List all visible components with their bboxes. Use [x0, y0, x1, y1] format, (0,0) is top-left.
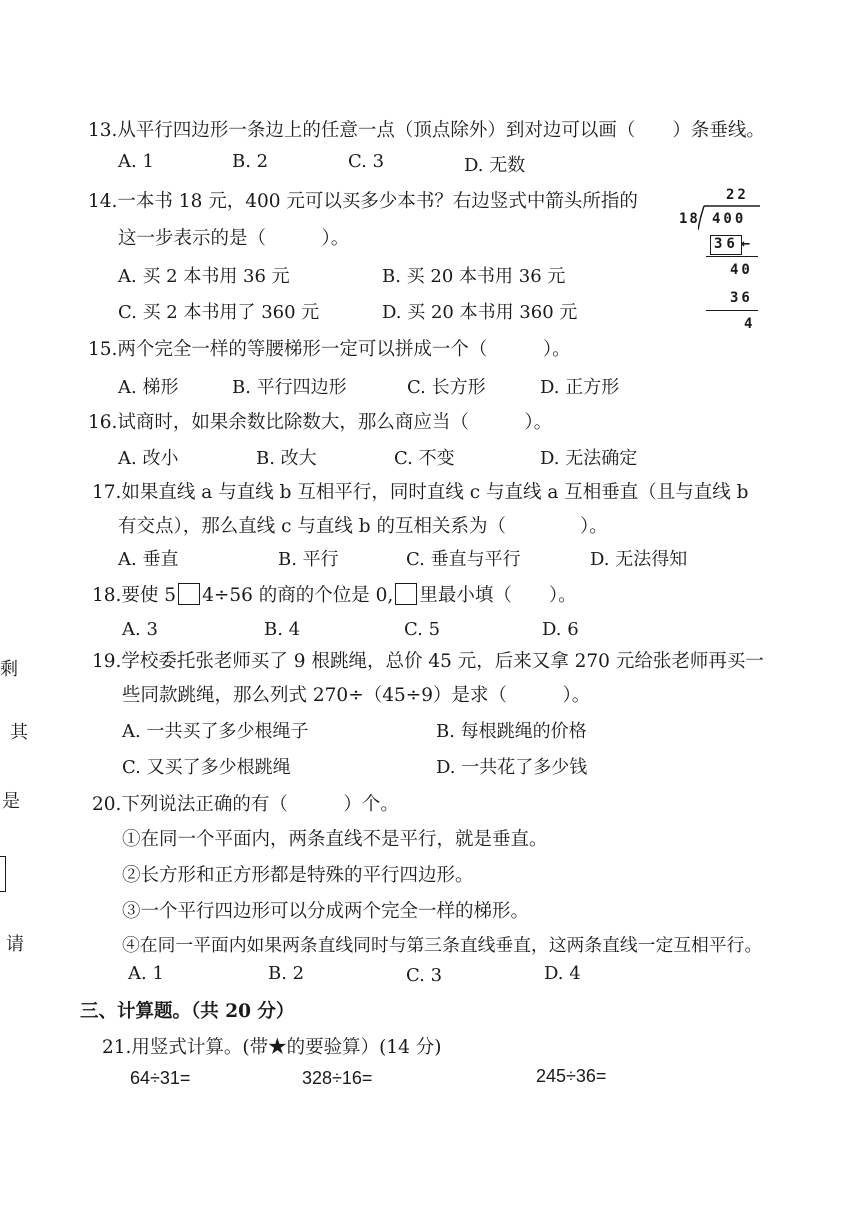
question-16: 16.试商时，如果余数比除数大，那么商应当（ ）。 — [88, 412, 553, 433]
q20-option-b: B. 2 — [268, 963, 305, 984]
q20-option-d: D. 4 — [544, 963, 581, 984]
margin-fragment: 请 — [6, 934, 24, 955]
division-line — [706, 256, 758, 257]
q17-option-a: A. 垂直 — [118, 549, 179, 570]
q18-option-d: D. 6 — [542, 619, 579, 640]
margin-fragment: 其 — [10, 722, 28, 743]
q18-option-a: A. 3 — [122, 619, 158, 640]
blank-box — [178, 583, 200, 605]
question-19-line2: 些同款跳绳，那么列式 270÷（45÷9）是求（ ）。 — [122, 685, 591, 706]
question-14-line1: 14.一本书 18 元，400 元可以买多少本书？右边竖式中箭头所指的 — [88, 191, 638, 212]
q14-option-d: D. 买 20 本书用 360 元 — [382, 302, 578, 323]
q18-text-part2: 4÷56 的商的个位是 0, — [202, 585, 394, 606]
q14-option-b: B. 买 20 本书用 36 元 — [382, 266, 566, 287]
arrow-icon: ← — [741, 234, 751, 252]
division-step2: 40 — [730, 262, 753, 278]
q18-text-part1: 18.要使 5 — [92, 585, 177, 606]
q15-option-a: A. 梯形 — [118, 377, 179, 398]
q20-option-a: A. 1 — [128, 963, 164, 984]
question-19-line1: 19.学校委托张老师买了 9 根跳绳，总价 45 元，后来又拿 270 元给张老师再买一 — [92, 651, 764, 672]
section-heading: 三、计算题。（共 20 分） — [80, 1001, 295, 1022]
q16-option-d: D. 无法确定 — [540, 448, 638, 469]
division-dividend: 400 — [712, 211, 747, 227]
q19-option-d: D. 一共花了多少钱 — [436, 757, 588, 778]
q17-option-c: C. 垂直与平行 — [406, 549, 521, 570]
q20-statement: ④在同一平面内如果两条直线同时与第三条直线垂直，这两条直线一定互相平行。 — [122, 935, 763, 956]
q20-statement: ①在同一个平面内，两条直线不是平行，就是垂直。 — [122, 829, 548, 850]
q19-option-a: A. 一共买了多少根绳子 — [122, 721, 309, 742]
question-17-line1: 17.如果直线 a 与直线 b 互相平行，同时直线 c 与直线 a 互相垂直（且与直线 b — [92, 482, 749, 503]
q16-option-b: B. 改大 — [256, 448, 317, 469]
margin-fragment: 剩 — [0, 659, 18, 680]
question-17-line2: 有交点），那么直线 c 与直线 b 的互相关系为（ ）。 — [118, 516, 608, 537]
q19-option-c: C. 又买了多少根跳绳 — [122, 757, 291, 778]
q20-statement: ②长方形和正方形都是特殊的平行四边形。 — [122, 865, 474, 886]
calc-problem: 328÷16= — [302, 1068, 373, 1088]
q17-option-b: B. 平行 — [278, 549, 339, 570]
calc-problem: 245÷36= — [536, 1066, 607, 1086]
question-20: 20.下列说法正确的有（ ）个。 — [92, 794, 399, 815]
question-14-line2: 这一步表示的是（ ）。 — [118, 228, 350, 249]
q13-option-a: A. 1 — [118, 151, 154, 172]
q13-option-d: D. 无数 — [464, 155, 526, 176]
q14-option-c: C. 买 2 本书用了 360 元 — [118, 302, 320, 323]
margin-fragment: 是 — [2, 791, 20, 812]
division-quotient: 22 — [726, 187, 749, 203]
q20-option-c: C. 3 — [406, 965, 443, 986]
division-step3: 36 — [730, 290, 753, 306]
question-18 — [92, 581, 577, 607]
calc-problem: 64÷31= — [130, 1068, 191, 1088]
q18-option-b: B. 4 — [264, 619, 301, 640]
blank-box — [395, 583, 417, 605]
q13-option-b: B. 2 — [232, 151, 269, 172]
q18-text-part3: 里最小填（ ）。 — [419, 585, 577, 606]
question-15: 15.两个完全一样的等腰梯形一定可以拼成一个（ ）。 — [88, 339, 571, 360]
division-divisor: 18 — [679, 211, 700, 227]
q20-statement: ③一个平行四边形可以分成两个完全一样的梯形。 — [122, 901, 530, 922]
division-step1: 36 — [714, 236, 739, 252]
margin-box-fragment — [0, 856, 6, 892]
question-13: 13.从平行四边形一条边上的任意一点（顶点除外）到对边可以画（ ）条垂线。 — [88, 120, 765, 141]
q14-option-a: A. 买 2 本书用 36 元 — [118, 266, 290, 287]
division-remainder: 4 — [744, 316, 753, 332]
q19-option-b: B. 每根跳绳的价格 — [436, 721, 587, 742]
q13-option-c: C. 3 — [348, 151, 385, 172]
division-line — [706, 310, 758, 311]
q18-option-c: C. 5 — [404, 619, 441, 640]
q16-option-c: C. 不变 — [394, 448, 455, 469]
q16-option-a: A. 改小 — [118, 448, 179, 469]
q15-option-b: B. 平行四边形 — [232, 377, 347, 398]
q15-option-c: C. 长方形 — [407, 377, 486, 398]
q15-option-d: D. 正方形 — [540, 377, 620, 398]
q17-option-d: D. 无法得知 — [590, 549, 688, 570]
question-21: 21.用竖式计算。(带★的要验算）(14 分) — [102, 1037, 442, 1058]
